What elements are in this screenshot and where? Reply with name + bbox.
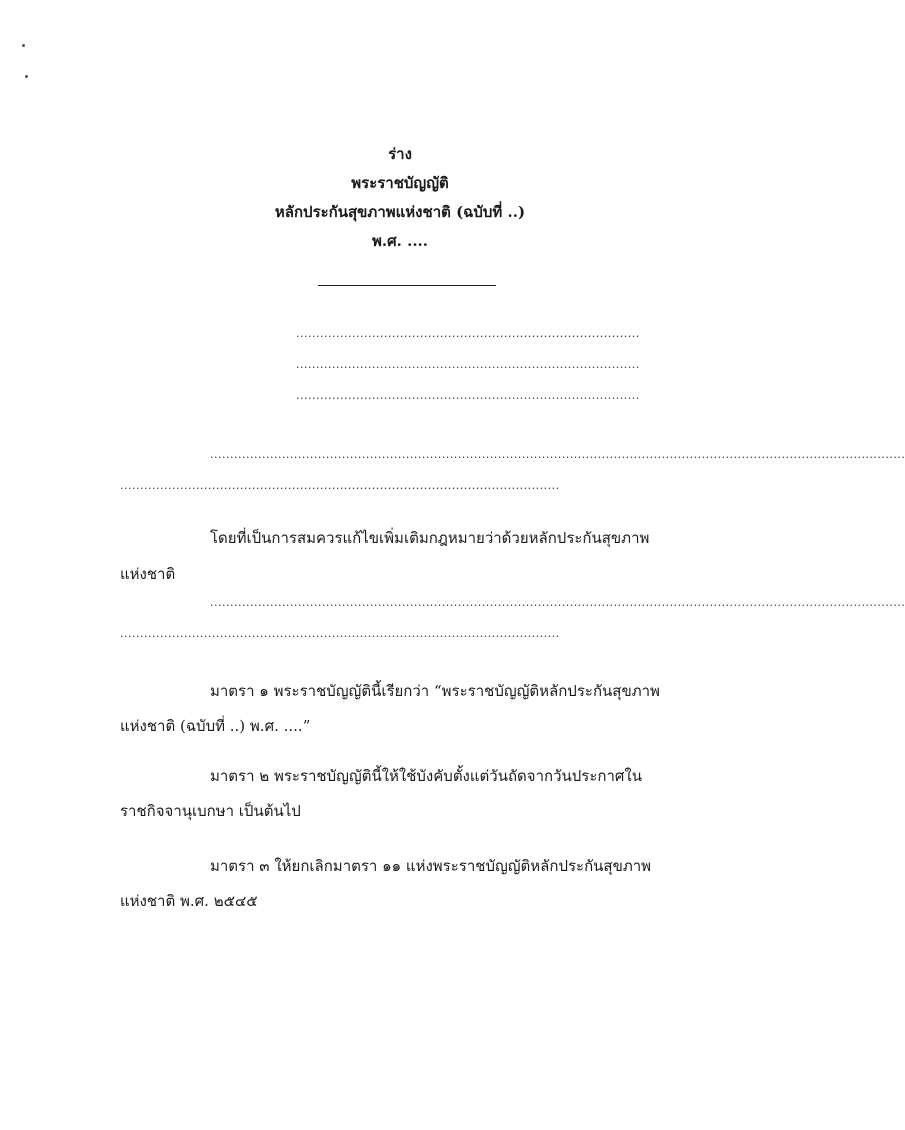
act-title: หลักประกันสุขภาพแห่งชาติ (ฉบับที่ ..)	[274, 203, 526, 221]
section-1-line: แห่งชาติ (ฉบับที่ ..) พ.ศ. ....”	[120, 717, 311, 735]
act-label: พระราชบัญญัติ	[351, 174, 449, 192]
preamble-dotted-line: ..............................................................................................................................................................................	[210, 448, 905, 461]
signature-dotted-line: ......................................................................................	[296, 358, 640, 371]
preamble-dotted-line: ..............................................................................................................	[120, 479, 560, 492]
scan-speck	[22, 44, 25, 47]
draft-label: ร่าง	[388, 145, 412, 163]
title-underline	[318, 285, 496, 286]
scan-speck	[25, 75, 28, 78]
section-1-line: มาตรา ๑ พระราชบัญญัตินี้เรียกว่า “พระราชบัญญัติหลักประกันสุขภาพ	[210, 682, 660, 700]
signature-dotted-line: ......................................................................................	[296, 327, 640, 340]
section-2-line: มาตรา ๒ พระราชบัญญัตินี้ให้ใช้บังคับตั้งแต่วันถัดจากวันประกาศใน	[210, 767, 642, 785]
act-year: พ.ศ. ....	[372, 232, 428, 250]
preamble-line: โดยที่เป็นการสมควรแก้ไขเพิ่มเติมกฎหมายว่าด้วยหลักประกันสุขภาพ	[210, 529, 650, 547]
preamble-line: แห่งชาติ	[120, 565, 176, 583]
preamble-dotted-line: ..............................................................................................................	[120, 627, 560, 640]
signature-dotted-line: ......................................................................................	[296, 389, 640, 402]
section-3-line: แห่งชาติ พ.ศ. ๒๕๔๕	[120, 892, 258, 910]
section-3-line: มาตรา ๓ ให้ยกเลิกมาตรา ๑๑ แห่งพระราชบัญญัติหลักประกันสุขภาพ	[210, 857, 652, 875]
preamble-dotted-line: ..............................................................................................................................................................................	[210, 596, 905, 609]
section-2-line: ราชกิจจานุเบกษา เป็นต้นไป	[120, 802, 301, 820]
